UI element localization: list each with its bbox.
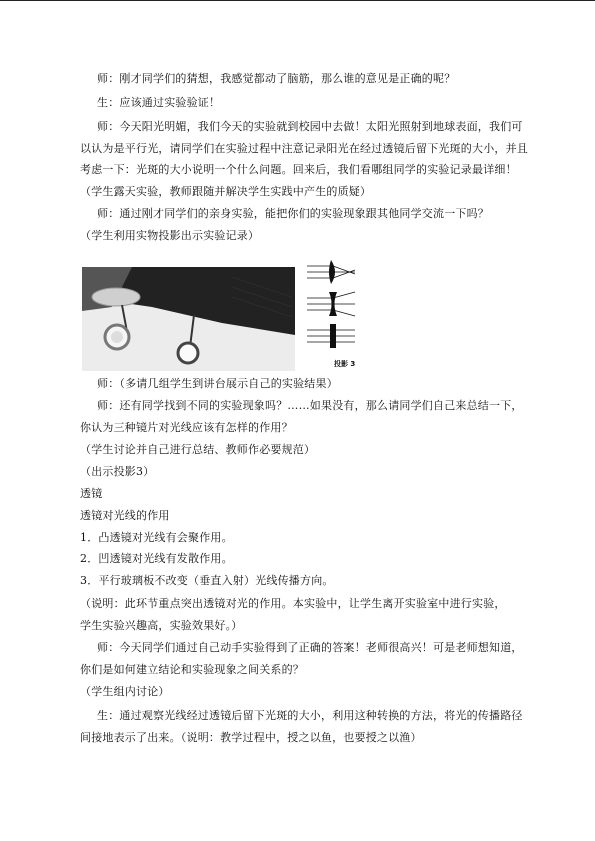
- figure-caption: 投影 3: [334, 360, 356, 368]
- paragraph-line: 师：刚才同学们的猜想，我感觉都动了脑筋，那么谁的意见是正确的呢？: [97, 72, 456, 85]
- paragraph-line: （学生组内讨论）: [80, 685, 170, 698]
- paragraph-line: （学生讨论并自己进行总结、教师作必要规范）: [80, 443, 316, 456]
- paragraph-line: 透镜: [80, 487, 103, 500]
- paragraph-line: 透镜对光线的作用: [80, 509, 170, 522]
- paragraph-line: （出示投影3）: [80, 465, 155, 478]
- paragraph-line: 师：今天阳光明媚，我们今天的实验就到校园中去做！太阳光照射到地球表面，我们可: [97, 120, 523, 133]
- paragraph-line: 师：通过刚才同学们的亲身实验，能把你们的实验现象跟其他同学交流一下吗？: [97, 207, 489, 220]
- paragraph-line: 你们是如何建立结论和实验现象之间关系的？: [80, 663, 304, 676]
- paragraph-line: 师：今天同学们通过自己动手实验得到了正确的答案！老师很高兴！可是老师想知道，: [97, 641, 523, 654]
- paragraph-line: （说明：此环节重点突出透镜对光的作用。本实验中，让学生离开实验室中进行实验，: [80, 597, 506, 610]
- paragraph-line: 师：（多请几组学生到讲台展示自己的实验结果）: [97, 377, 338, 390]
- paragraph-line: 学生实验兴趣高，实验效果好。）: [80, 619, 243, 632]
- paragraph-line: 2．凹透镜对光线有发散作用。: [80, 552, 233, 565]
- paragraph-line: 1．凸透镜对光线有会聚作用。: [80, 531, 233, 544]
- paragraph-line: 你认为三种镜片对光线应该有怎样的作用？: [80, 421, 293, 434]
- paragraph-line: 师：还有同学找到不同的实验现象吗？……如果没有，那么请同学们自己来总结一下，: [97, 399, 523, 412]
- paragraph-line: （学生露天实验，教师跟随并解决学生实践中产生的质疑）: [80, 185, 372, 198]
- lens-ray-diagram-icon: [305, 258, 360, 370]
- paragraph-line: 考虑一下：光斑的大小说明一个什么问题。回来后，我们看哪组同学的实验记录最详细！: [80, 163, 517, 176]
- page-top-rule: [0, 0, 595, 1]
- paragraph-line: 以认为是平行光，请同学们在实验过程中注意记录阳光在经过透镜后留下光斑的大小，并且: [80, 142, 528, 155]
- paragraph-line: 间接地表示了出来。（说明：教学过程中，授之以鱼，也要授之以渔）: [80, 731, 422, 744]
- paragraph-line: 3．平行玻璃板不改变（垂直入射）光线传播方向。: [80, 574, 334, 587]
- paragraph-line: 生：应该通过实验验证！: [97, 96, 221, 109]
- paragraph-line: 生：通过观察光线经过透镜后留下光斑的大小，利用这种转换的方法，将光的传播路径: [97, 709, 523, 722]
- paragraph-line: （学生利用实物投影出示实验记录）: [80, 229, 260, 242]
- lens-experiment-photo-icon: [82, 267, 295, 371]
